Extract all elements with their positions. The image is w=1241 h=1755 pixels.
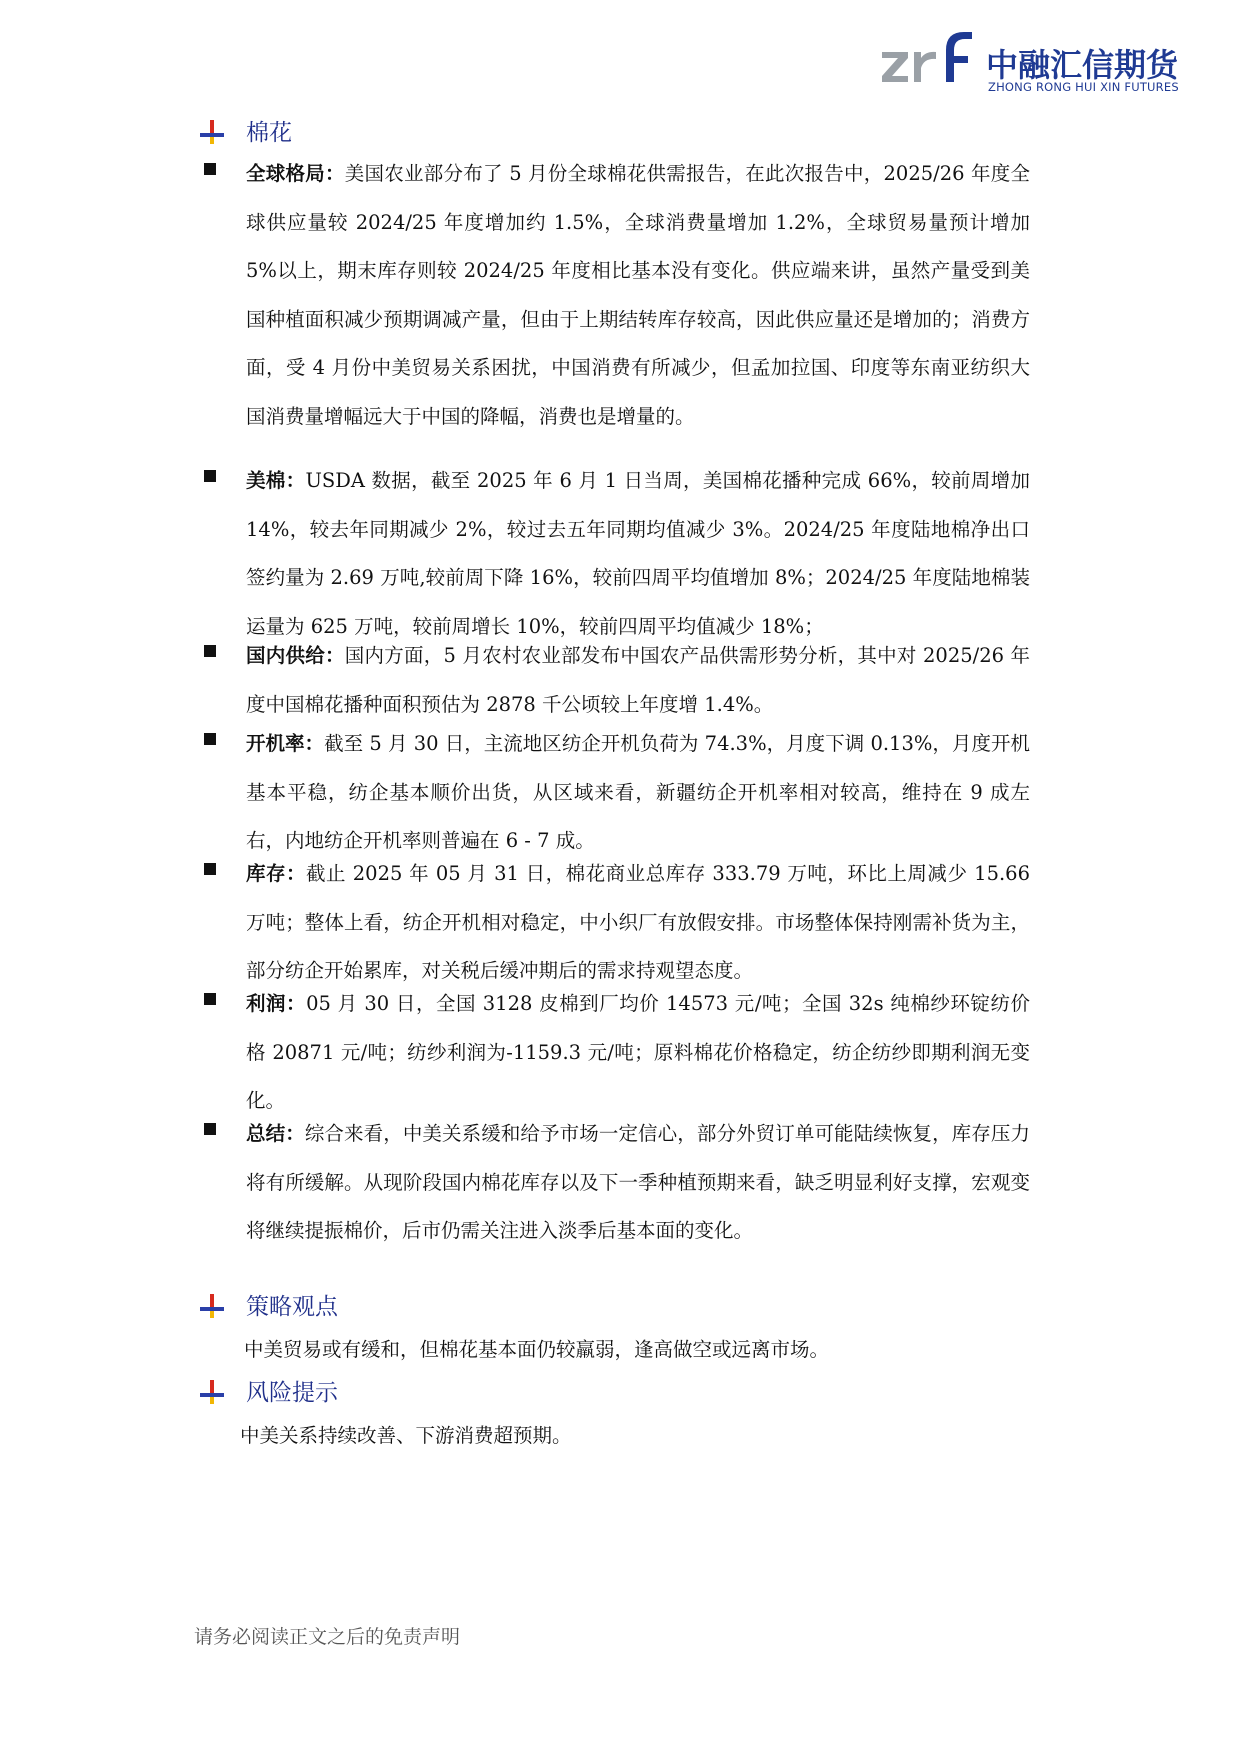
section-title: 棉花 — [246, 120, 292, 146]
bullet-text: 美国农业部分布了 5 月份全球棉花供需报告，在此次报告中，2025/26 年度全球供应量较 2024/25 年度增加约 1.5%，全球消费量增加 1.2%，全球贸易量预计增加 5%以上，期末库存则较 2024/25 年度相比基本没有变化。供应端来讲，虽然产量受到美国种植面积减少预期调减产量，但由于上期结转库存较高，因此供应量还是增加的；消费方面，受 4 月份中美贸易关系困扰，中国消费有所减少，但孟加拉国、印度等东南亚纺织大国消费量增幅远大于中国的降幅，消费也是增量的。 — [246, 162, 1030, 428]
logo-name-en: ZHONG RONG HUI XIN FUTURES — [988, 80, 1179, 94]
bullet-square-icon — [204, 470, 216, 482]
company-logo — [880, 28, 1180, 92]
section-marker-icon — [200, 1380, 224, 1404]
section-marker-icon — [200, 1294, 224, 1318]
section-title: 策略观点 — [246, 1294, 338, 1320]
bullet-label: 国内供给： — [246, 644, 345, 667]
risk-body: 中美关系持续改善、下游消费超预期。 — [240, 1424, 572, 1447]
footer-disclaimer: 请务必阅读正文之后的免责声明 — [194, 1626, 461, 1648]
bullet-item-profit — [200, 980, 1030, 1126]
bullet-label: 库存： — [246, 862, 307, 885]
bullet-item-us-cotton — [200, 457, 1030, 651]
bullet-square-icon — [204, 1123, 216, 1135]
bullet-item-summary — [200, 1110, 1030, 1256]
bullet-label: 美棉： — [246, 469, 306, 492]
strategy-body: 中美贸易或有缓和，但棉花基本面仍较羸弱，逢高做空或远离市场。 — [244, 1338, 830, 1361]
bullet-text: 国内方面，5 月农村农业部发布中国农产品供需形势分析，其中对 2025/26 年度中国棉花播种面积预估为 2878 千公顷较上年度增 1.4%。 — [246, 644, 1030, 716]
bullet-label: 开机率： — [246, 732, 325, 755]
bullet-item-inventory — [200, 850, 1030, 996]
section-marker-icon — [200, 120, 224, 144]
bullet-label: 总结： — [246, 1122, 305, 1145]
bullet-item-operating-rate — [200, 720, 1030, 866]
bullet-square-icon — [204, 163, 216, 175]
section-title: 风险提示 — [246, 1380, 338, 1406]
zrf-logo-mark-icon — [880, 28, 984, 92]
bullet-text: 截止 2025 年 05 月 31 日，棉花商业总库存 333.79 万吨，环比上周减少 15.66 万吨；整体上看，纺企开机相对稳定，中小织厂有放假安排。市场整体保持刚需补货为主，部分纺企开始累库，对关税后缓冲期后的需求持观望态度。 — [246, 862, 1030, 982]
bullet-square-icon — [204, 733, 216, 745]
bullet-text: USDA 数据，截至 2025 年 6 月 1 日当周，美国棉花播种完成 66%，较前周增加 14%，较去年同期减少 2%，较过去五年同期均值减少 3%。2024/25 年度陆地棉净出口签约量为 2.69 万吨,较前周下降 16%，较前四周平均值增加 8%；2024/25 年度陆地棉装运量为 625 万吨，较前周增长 10%，较前四周平均值减少 18%； — [246, 469, 1030, 638]
bullet-text: 综合来看，中美关系缓和给予市场一定信心，部分外贸订单可能陆续恢复，库存压力将有所缓解。从现阶段国内棉花库存以及下一季种植预期来看，缺乏明显利好支撑，宏观变将继续提振棉价，后市仍需关注进入淡季后基本面的变化。 — [246, 1122, 1030, 1242]
bullet-text: 05 月 30 日，全国 3128 皮棉到厂均价 14573 元/吨；全国 32s 纯棉纱环锭纺价格 20871 元/吨；纺纱利润为-1159.3 元/吨；原料棉花价格稳定，纺企纺纱即期利润无变化。 — [246, 992, 1030, 1112]
bullet-label: 全球格局： — [246, 162, 345, 185]
bullet-square-icon — [204, 993, 216, 1005]
bullet-square-icon — [204, 863, 216, 875]
bullet-square-icon — [204, 645, 216, 657]
bullet-item-domestic-supply — [200, 632, 1030, 729]
bullet-item-global — [200, 150, 1030, 441]
logo-name-cn: 中融汇信期货 — [986, 46, 1179, 84]
bullet-text: 截至 5 月 30 日，主流地区纺企开机负荷为 74.3%，月度下调 0.13%，月度开机基本平稳，纺企基本顺价出货，从区域来看，新疆纺企开机率相对较高，维持在 9 成左右，内地纺企开机率则普遍在 6 - 7 成。 — [246, 732, 1030, 852]
bullet-label: 利润： — [246, 992, 307, 1015]
